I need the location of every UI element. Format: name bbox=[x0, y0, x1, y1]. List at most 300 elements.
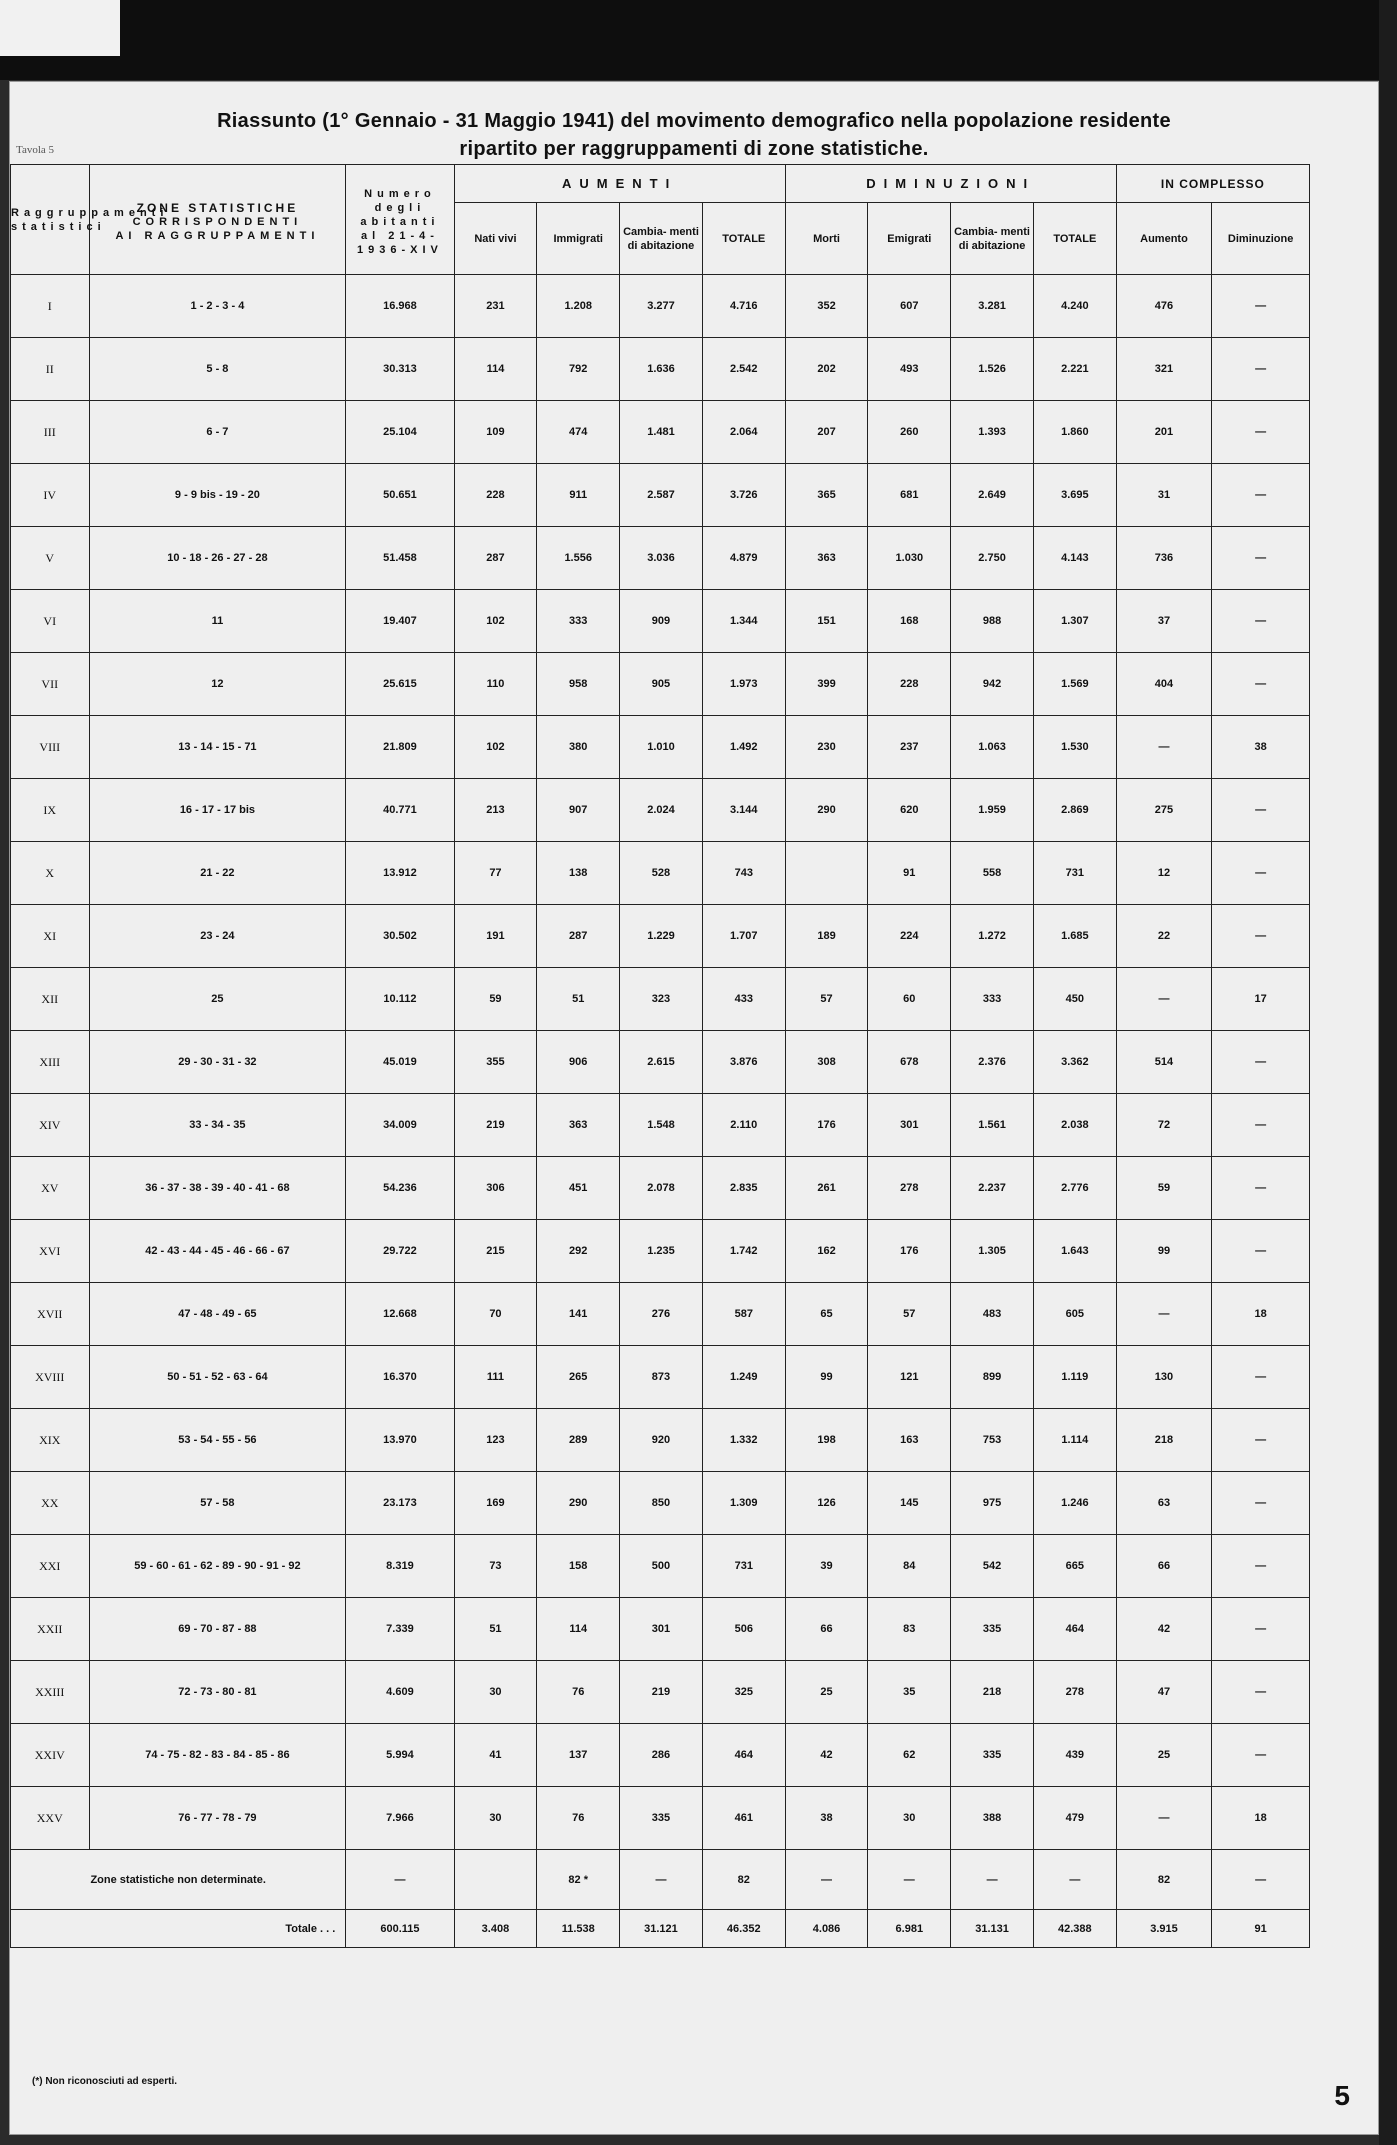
group-number: II bbox=[11, 338, 90, 401]
cell-di: — bbox=[1212, 1535, 1310, 1598]
title-line-1: Riassunto (1° Gennaio - 31 Maggio 1941) del movimento demografico nella popolazione residente bbox=[217, 110, 1171, 132]
totals-ta: 46.352 bbox=[702, 1910, 785, 1948]
group-number: I bbox=[11, 275, 90, 338]
cell-em: 35 bbox=[868, 1661, 951, 1724]
cell-au: 99 bbox=[1116, 1220, 1212, 1283]
cell-z: 25 bbox=[89, 968, 346, 1031]
cell-z: 33 - 34 - 35 bbox=[89, 1094, 346, 1157]
cell-mo: 189 bbox=[785, 905, 868, 968]
cell-im: 287 bbox=[537, 905, 620, 968]
cell-di: — bbox=[1212, 653, 1310, 716]
cell-au: — bbox=[1116, 968, 1212, 1031]
cell-z: 74 - 75 - 82 - 83 - 84 - 85 - 86 bbox=[89, 1724, 346, 1787]
header-diminuzione: Diminuzione bbox=[1212, 203, 1310, 275]
cell-n: 5.994 bbox=[346, 1724, 454, 1787]
cell-ca: 301 bbox=[620, 1598, 703, 1661]
group-number: XII bbox=[11, 968, 90, 1031]
cell-di: — bbox=[1212, 1031, 1310, 1094]
cell-di: — bbox=[1212, 1724, 1310, 1787]
cell-ta: 2.064 bbox=[702, 401, 785, 464]
header-numero-line1: Numero bbox=[364, 187, 436, 200]
undetermined-au: 82 bbox=[1116, 1850, 1212, 1910]
cell-au: 404 bbox=[1116, 653, 1212, 716]
cell-ca: 1.010 bbox=[620, 716, 703, 779]
cell-nv: 51 bbox=[454, 1598, 537, 1661]
table-row bbox=[11, 338, 1310, 401]
group-number: XVIII bbox=[11, 1346, 90, 1409]
cell-nv: 102 bbox=[454, 716, 537, 779]
scan-right-edge bbox=[1379, 0, 1397, 2145]
cell-nv: 306 bbox=[454, 1157, 537, 1220]
cell-di: — bbox=[1212, 1157, 1310, 1220]
cell-n: 19.407 bbox=[346, 590, 454, 653]
cell-di: — bbox=[1212, 1094, 1310, 1157]
cell-td: 1.114 bbox=[1033, 1409, 1116, 1472]
cell-em: 121 bbox=[868, 1346, 951, 1409]
cell-ta: 4.716 bbox=[702, 275, 785, 338]
cell-ca: 2.615 bbox=[620, 1031, 703, 1094]
cell-au: 47 bbox=[1116, 1661, 1212, 1724]
cell-n: 34.009 bbox=[346, 1094, 454, 1157]
cell-td: 731 bbox=[1033, 842, 1116, 905]
cell-em: 60 bbox=[868, 968, 951, 1031]
cell-im: 906 bbox=[537, 1031, 620, 1094]
cell-cd: 899 bbox=[951, 1346, 1034, 1409]
cell-au: 59 bbox=[1116, 1157, 1212, 1220]
undetermined-ca: — bbox=[620, 1850, 703, 1910]
cell-di: — bbox=[1212, 1220, 1310, 1283]
cell-td: 1.530 bbox=[1033, 716, 1116, 779]
cell-nv: 111 bbox=[454, 1346, 537, 1409]
cell-n: 40.771 bbox=[346, 779, 454, 842]
table-row bbox=[11, 1220, 1310, 1283]
table-row bbox=[11, 653, 1310, 716]
cell-au: 72 bbox=[1116, 1094, 1212, 1157]
cell-di: 38 bbox=[1212, 716, 1310, 779]
table-row bbox=[11, 716, 1310, 779]
cell-ca: 286 bbox=[620, 1724, 703, 1787]
cell-mo: 38 bbox=[785, 1787, 868, 1850]
cell-td: 1.246 bbox=[1033, 1472, 1116, 1535]
cell-td: 450 bbox=[1033, 968, 1116, 1031]
cell-em: 237 bbox=[868, 716, 951, 779]
cell-ca: 219 bbox=[620, 1661, 703, 1724]
cell-n: 4.609 bbox=[346, 1661, 454, 1724]
cell-td: 4.143 bbox=[1033, 527, 1116, 590]
cell-au: 37 bbox=[1116, 590, 1212, 653]
cell-z: 69 - 70 - 87 - 88 bbox=[89, 1598, 346, 1661]
cell-z: 21 - 22 bbox=[89, 842, 346, 905]
cell-td: 1.569 bbox=[1033, 653, 1116, 716]
footnote: (*) Non riconosciuti ad esperti. bbox=[32, 2076, 178, 2087]
undetermined-cd: — bbox=[951, 1850, 1034, 1910]
cell-n: 12.668 bbox=[346, 1283, 454, 1346]
cell-nv: 215 bbox=[454, 1220, 537, 1283]
cell-nv: 169 bbox=[454, 1472, 537, 1535]
cell-td: 3.362 bbox=[1033, 1031, 1116, 1094]
cell-n: 10.112 bbox=[346, 968, 454, 1031]
cell-im: 958 bbox=[537, 653, 620, 716]
cell-mo: 290 bbox=[785, 779, 868, 842]
cell-ta: 1.309 bbox=[702, 1472, 785, 1535]
cell-em: 607 bbox=[868, 275, 951, 338]
table-row bbox=[11, 527, 1310, 590]
totals-row bbox=[11, 1910, 1310, 1948]
cell-mo: 57 bbox=[785, 968, 868, 1031]
cell-n: 50.651 bbox=[346, 464, 454, 527]
cell-im: 137 bbox=[537, 1724, 620, 1787]
cell-mo: 230 bbox=[785, 716, 868, 779]
header-morti: Morti bbox=[785, 203, 868, 275]
table-row bbox=[11, 1787, 1310, 1850]
cell-em: 91 bbox=[868, 842, 951, 905]
cell-nv: 114 bbox=[454, 338, 537, 401]
undetermined-n: — bbox=[346, 1850, 454, 1910]
cell-im: 911 bbox=[537, 464, 620, 527]
cell-cd: 218 bbox=[951, 1661, 1034, 1724]
cell-im: 907 bbox=[537, 779, 620, 842]
totals-im: 11.538 bbox=[537, 1910, 620, 1948]
table-row bbox=[11, 1031, 1310, 1094]
cell-nv: 110 bbox=[454, 653, 537, 716]
totals-cd: 31.131 bbox=[951, 1910, 1034, 1948]
cell-im: 363 bbox=[537, 1094, 620, 1157]
cell-au: 31 bbox=[1116, 464, 1212, 527]
page-number: 5 bbox=[1334, 2080, 1350, 2111]
cell-ca: 335 bbox=[620, 1787, 703, 1850]
cell-ca: 3.036 bbox=[620, 527, 703, 590]
totals-mo: 4.086 bbox=[785, 1910, 868, 1948]
group-number: XXV bbox=[11, 1787, 90, 1850]
totals-em: 6.981 bbox=[868, 1910, 951, 1948]
header-zone-line2: CORRISPONDENTI bbox=[132, 215, 303, 228]
cell-em: 493 bbox=[868, 338, 951, 401]
cell-nv: 59 bbox=[454, 968, 537, 1031]
cell-td: 665 bbox=[1033, 1535, 1116, 1598]
table-row bbox=[11, 1598, 1310, 1661]
cell-td: 2.869 bbox=[1033, 779, 1116, 842]
scan-corner bbox=[0, 0, 120, 56]
cell-n: 16.968 bbox=[346, 275, 454, 338]
cell-ca: 1.235 bbox=[620, 1220, 703, 1283]
cell-di: — bbox=[1212, 842, 1310, 905]
group-number: III bbox=[11, 401, 90, 464]
cell-ta: 1.973 bbox=[702, 653, 785, 716]
cell-em: 30 bbox=[868, 1787, 951, 1850]
table-row bbox=[11, 590, 1310, 653]
table-body bbox=[11, 275, 1310, 1948]
table-row bbox=[11, 275, 1310, 338]
group-number: XI bbox=[11, 905, 90, 968]
cell-td: 1.860 bbox=[1033, 401, 1116, 464]
cell-im: 76 bbox=[537, 1661, 620, 1724]
cell-cd: 542 bbox=[951, 1535, 1034, 1598]
cell-di: — bbox=[1212, 905, 1310, 968]
cell-ca: 2.024 bbox=[620, 779, 703, 842]
cell-au: 130 bbox=[1116, 1346, 1212, 1409]
cell-z: 72 - 73 - 80 - 81 bbox=[89, 1661, 346, 1724]
header-numero bbox=[346, 165, 454, 275]
cell-cd: 2.649 bbox=[951, 464, 1034, 527]
undetermined-mo: — bbox=[785, 1850, 868, 1910]
cell-em: 62 bbox=[868, 1724, 951, 1787]
cell-cd: 2.750 bbox=[951, 527, 1034, 590]
totals-di: 91 bbox=[1212, 1910, 1310, 1948]
totals-td: 42.388 bbox=[1033, 1910, 1116, 1948]
table-row bbox=[11, 1661, 1310, 1724]
cell-au: 42 bbox=[1116, 1598, 1212, 1661]
header-cambiamenti-diminuzioni: Cambia- menti di abitazione bbox=[951, 203, 1034, 275]
cell-im: 114 bbox=[537, 1598, 620, 1661]
cell-cd: 388 bbox=[951, 1787, 1034, 1850]
cell-mo: 39 bbox=[785, 1535, 868, 1598]
cell-em: 681 bbox=[868, 464, 951, 527]
group-number: XIII bbox=[11, 1031, 90, 1094]
cell-nv: 70 bbox=[454, 1283, 537, 1346]
group-number: XXIV bbox=[11, 1724, 90, 1787]
cell-im: 380 bbox=[537, 716, 620, 779]
cell-em: 260 bbox=[868, 401, 951, 464]
cell-im: 290 bbox=[537, 1472, 620, 1535]
cell-cd: 942 bbox=[951, 653, 1034, 716]
table-row bbox=[11, 968, 1310, 1031]
cell-em: 163 bbox=[868, 1409, 951, 1472]
header-cambiamenti-aumenti: Cambia- menti di abitazione bbox=[620, 203, 703, 275]
table-row bbox=[11, 1409, 1310, 1472]
cell-nv: 30 bbox=[454, 1661, 537, 1724]
cell-z: 1 - 2 - 3 - 4 bbox=[89, 275, 346, 338]
cell-cd: 1.526 bbox=[951, 338, 1034, 401]
cell-ca: 323 bbox=[620, 968, 703, 1031]
cell-di: — bbox=[1212, 401, 1310, 464]
cell-ca: 873 bbox=[620, 1346, 703, 1409]
header-totale-aumenti: TOTALE bbox=[702, 203, 785, 275]
header-totale-diminuzioni: TOTALE bbox=[1033, 203, 1116, 275]
cell-ta: 461 bbox=[702, 1787, 785, 1850]
cell-ta: 743 bbox=[702, 842, 785, 905]
cell-ta: 464 bbox=[702, 1724, 785, 1787]
cell-z: 23 - 24 bbox=[89, 905, 346, 968]
cell-nv: 231 bbox=[454, 275, 537, 338]
cell-ta: 731 bbox=[702, 1535, 785, 1598]
cell-td: 2.221 bbox=[1033, 338, 1116, 401]
cell-cd: 333 bbox=[951, 968, 1034, 1031]
cell-im: 1.208 bbox=[537, 275, 620, 338]
cell-td: 2.038 bbox=[1033, 1094, 1116, 1157]
header-zone-line3: AI RAGGRUPPAMENTI bbox=[115, 229, 320, 242]
cell-ca: 909 bbox=[620, 590, 703, 653]
cell-nv: 219 bbox=[454, 1094, 537, 1157]
cell-au: 201 bbox=[1116, 401, 1212, 464]
cell-n: 30.502 bbox=[346, 905, 454, 968]
cell-ta: 4.879 bbox=[702, 527, 785, 590]
undetermined-row bbox=[11, 1850, 1310, 1910]
cell-z: 11 bbox=[89, 590, 346, 653]
cell-mo: 25 bbox=[785, 1661, 868, 1724]
cell-nv: 123 bbox=[454, 1409, 537, 1472]
cell-ca: 3.277 bbox=[620, 275, 703, 338]
group-number: XVI bbox=[11, 1220, 90, 1283]
undetermined-td: — bbox=[1033, 1850, 1116, 1910]
cell-au: 63 bbox=[1116, 1472, 1212, 1535]
cell-di: — bbox=[1212, 590, 1310, 653]
cell-cd: 988 bbox=[951, 590, 1034, 653]
cell-n: 45.019 bbox=[346, 1031, 454, 1094]
cell-au: 321 bbox=[1116, 338, 1212, 401]
cell-im: 158 bbox=[537, 1535, 620, 1598]
cell-z: 53 - 54 - 55 - 56 bbox=[89, 1409, 346, 1472]
undetermined-di: — bbox=[1212, 1850, 1310, 1910]
cell-em: 168 bbox=[868, 590, 951, 653]
cell-td: 1.685 bbox=[1033, 905, 1116, 968]
group-number: V bbox=[11, 527, 90, 590]
table-row bbox=[11, 1535, 1310, 1598]
cell-td: 278 bbox=[1033, 1661, 1116, 1724]
totals-nv: 3.408 bbox=[454, 1910, 537, 1948]
cell-nv: 191 bbox=[454, 905, 537, 968]
group-number: IX bbox=[11, 779, 90, 842]
cell-au: — bbox=[1116, 1283, 1212, 1346]
cell-ta: 1.344 bbox=[702, 590, 785, 653]
undetermined-im: 82 * bbox=[537, 1850, 620, 1910]
cell-ca: 1.481 bbox=[620, 401, 703, 464]
cell-au: — bbox=[1116, 716, 1212, 779]
cell-nv: 41 bbox=[454, 1724, 537, 1787]
cell-ca: 528 bbox=[620, 842, 703, 905]
cell-ca: 920 bbox=[620, 1409, 703, 1472]
cell-au: 12 bbox=[1116, 842, 1212, 905]
cell-di: — bbox=[1212, 1472, 1310, 1535]
group-number: XXIII bbox=[11, 1661, 90, 1724]
cell-cd: 3.281 bbox=[951, 275, 1034, 338]
cell-im: 289 bbox=[537, 1409, 620, 1472]
cell-ca: 850 bbox=[620, 1472, 703, 1535]
cell-n: 7.339 bbox=[346, 1598, 454, 1661]
cell-ca: 2.587 bbox=[620, 464, 703, 527]
cell-z: 59 - 60 - 61 - 62 - 89 - 90 - 91 - 92 bbox=[89, 1535, 346, 1598]
group-number: XIV bbox=[11, 1094, 90, 1157]
totals-ca: 31.121 bbox=[620, 1910, 703, 1948]
cell-cd: 1.063 bbox=[951, 716, 1034, 779]
cell-em: 278 bbox=[868, 1157, 951, 1220]
cell-z: 16 - 17 - 17 bis bbox=[89, 779, 346, 842]
cell-di: — bbox=[1212, 779, 1310, 842]
cell-ta: 1.492 bbox=[702, 716, 785, 779]
cell-ta: 3.876 bbox=[702, 1031, 785, 1094]
cell-nv: 213 bbox=[454, 779, 537, 842]
cell-cd: 1.305 bbox=[951, 1220, 1034, 1283]
group-number: XVII bbox=[11, 1283, 90, 1346]
cell-im: 792 bbox=[537, 338, 620, 401]
cell-mo: 126 bbox=[785, 1472, 868, 1535]
undetermined-label: Zone statistiche non determinate. bbox=[11, 1850, 346, 1910]
cell-au: 275 bbox=[1116, 779, 1212, 842]
cell-em: 1.030 bbox=[868, 527, 951, 590]
header-immigrati: Immigrati bbox=[537, 203, 620, 275]
header-nati-vivi: Nati vivi bbox=[454, 203, 537, 275]
cell-im: 474 bbox=[537, 401, 620, 464]
totals-label: Totale . . . bbox=[11, 1910, 346, 1948]
cell-td: 4.240 bbox=[1033, 275, 1116, 338]
cell-ta: 1.707 bbox=[702, 905, 785, 968]
cell-mo: 261 bbox=[785, 1157, 868, 1220]
cell-ta: 3.726 bbox=[702, 464, 785, 527]
cell-au: 66 bbox=[1116, 1535, 1212, 1598]
undetermined-ta: 82 bbox=[702, 1850, 785, 1910]
cell-di: 17 bbox=[1212, 968, 1310, 1031]
group-number: XIX bbox=[11, 1409, 90, 1472]
cell-em: 224 bbox=[868, 905, 951, 968]
cell-td: 3.695 bbox=[1033, 464, 1116, 527]
cell-ta: 2.542 bbox=[702, 338, 785, 401]
cell-td: 439 bbox=[1033, 1724, 1116, 1787]
cell-im: 51 bbox=[537, 968, 620, 1031]
header-numero-line3: al 21-4-1936-XIV bbox=[357, 229, 443, 256]
group-number: VI bbox=[11, 590, 90, 653]
cell-z: 6 - 7 bbox=[89, 401, 346, 464]
cell-mo: 176 bbox=[785, 1094, 868, 1157]
cell-cd: 335 bbox=[951, 1724, 1034, 1787]
cell-nv: 228 bbox=[454, 464, 537, 527]
table-row bbox=[11, 1346, 1310, 1409]
cell-em: 301 bbox=[868, 1094, 951, 1157]
cell-mo: 207 bbox=[785, 401, 868, 464]
cell-n: 25.615 bbox=[346, 653, 454, 716]
cell-n: 29.722 bbox=[346, 1220, 454, 1283]
cell-td: 605 bbox=[1033, 1283, 1116, 1346]
cell-au: 25 bbox=[1116, 1724, 1212, 1787]
cell-nv: 287 bbox=[454, 527, 537, 590]
cell-ta: 506 bbox=[702, 1598, 785, 1661]
cell-au: 736 bbox=[1116, 527, 1212, 590]
undetermined-em: — bbox=[868, 1850, 951, 1910]
table-row bbox=[11, 401, 1310, 464]
cell-ta: 433 bbox=[702, 968, 785, 1031]
header-zone bbox=[89, 165, 346, 275]
cell-nv: 77 bbox=[454, 842, 537, 905]
table-row bbox=[11, 1094, 1310, 1157]
cell-nv: 30 bbox=[454, 1787, 537, 1850]
cell-di: 18 bbox=[1212, 1283, 1310, 1346]
table-row bbox=[11, 905, 1310, 968]
cell-n: 25.104 bbox=[346, 401, 454, 464]
cell-nv: 102 bbox=[454, 590, 537, 653]
title-line-2: ripartito per raggruppamenti di zone statistiche. bbox=[459, 138, 929, 160]
group-number: VIII bbox=[11, 716, 90, 779]
cell-em: 83 bbox=[868, 1598, 951, 1661]
cell-td: 464 bbox=[1033, 1598, 1116, 1661]
cell-im: 141 bbox=[537, 1283, 620, 1346]
cell-mo: 66 bbox=[785, 1598, 868, 1661]
cell-cd: 1.393 bbox=[951, 401, 1034, 464]
header-numero-line2: degli abitanti bbox=[360, 201, 440, 228]
cell-mo: 151 bbox=[785, 590, 868, 653]
cell-cd: 753 bbox=[951, 1409, 1034, 1472]
header-diminuzioni: DIMINUZIONI bbox=[785, 165, 1116, 203]
cell-mo: 363 bbox=[785, 527, 868, 590]
cell-ta: 325 bbox=[702, 1661, 785, 1724]
cell-mo: 202 bbox=[785, 338, 868, 401]
table-row bbox=[11, 1472, 1310, 1535]
cell-ta: 2.835 bbox=[702, 1157, 785, 1220]
cell-em: 678 bbox=[868, 1031, 951, 1094]
cell-ta: 1.742 bbox=[702, 1220, 785, 1283]
cell-mo: 308 bbox=[785, 1031, 868, 1094]
header-zone-line1: ZONE STATISTICHE bbox=[136, 200, 299, 215]
cell-em: 620 bbox=[868, 779, 951, 842]
cell-im: 138 bbox=[537, 842, 620, 905]
cell-im: 292 bbox=[537, 1220, 620, 1283]
